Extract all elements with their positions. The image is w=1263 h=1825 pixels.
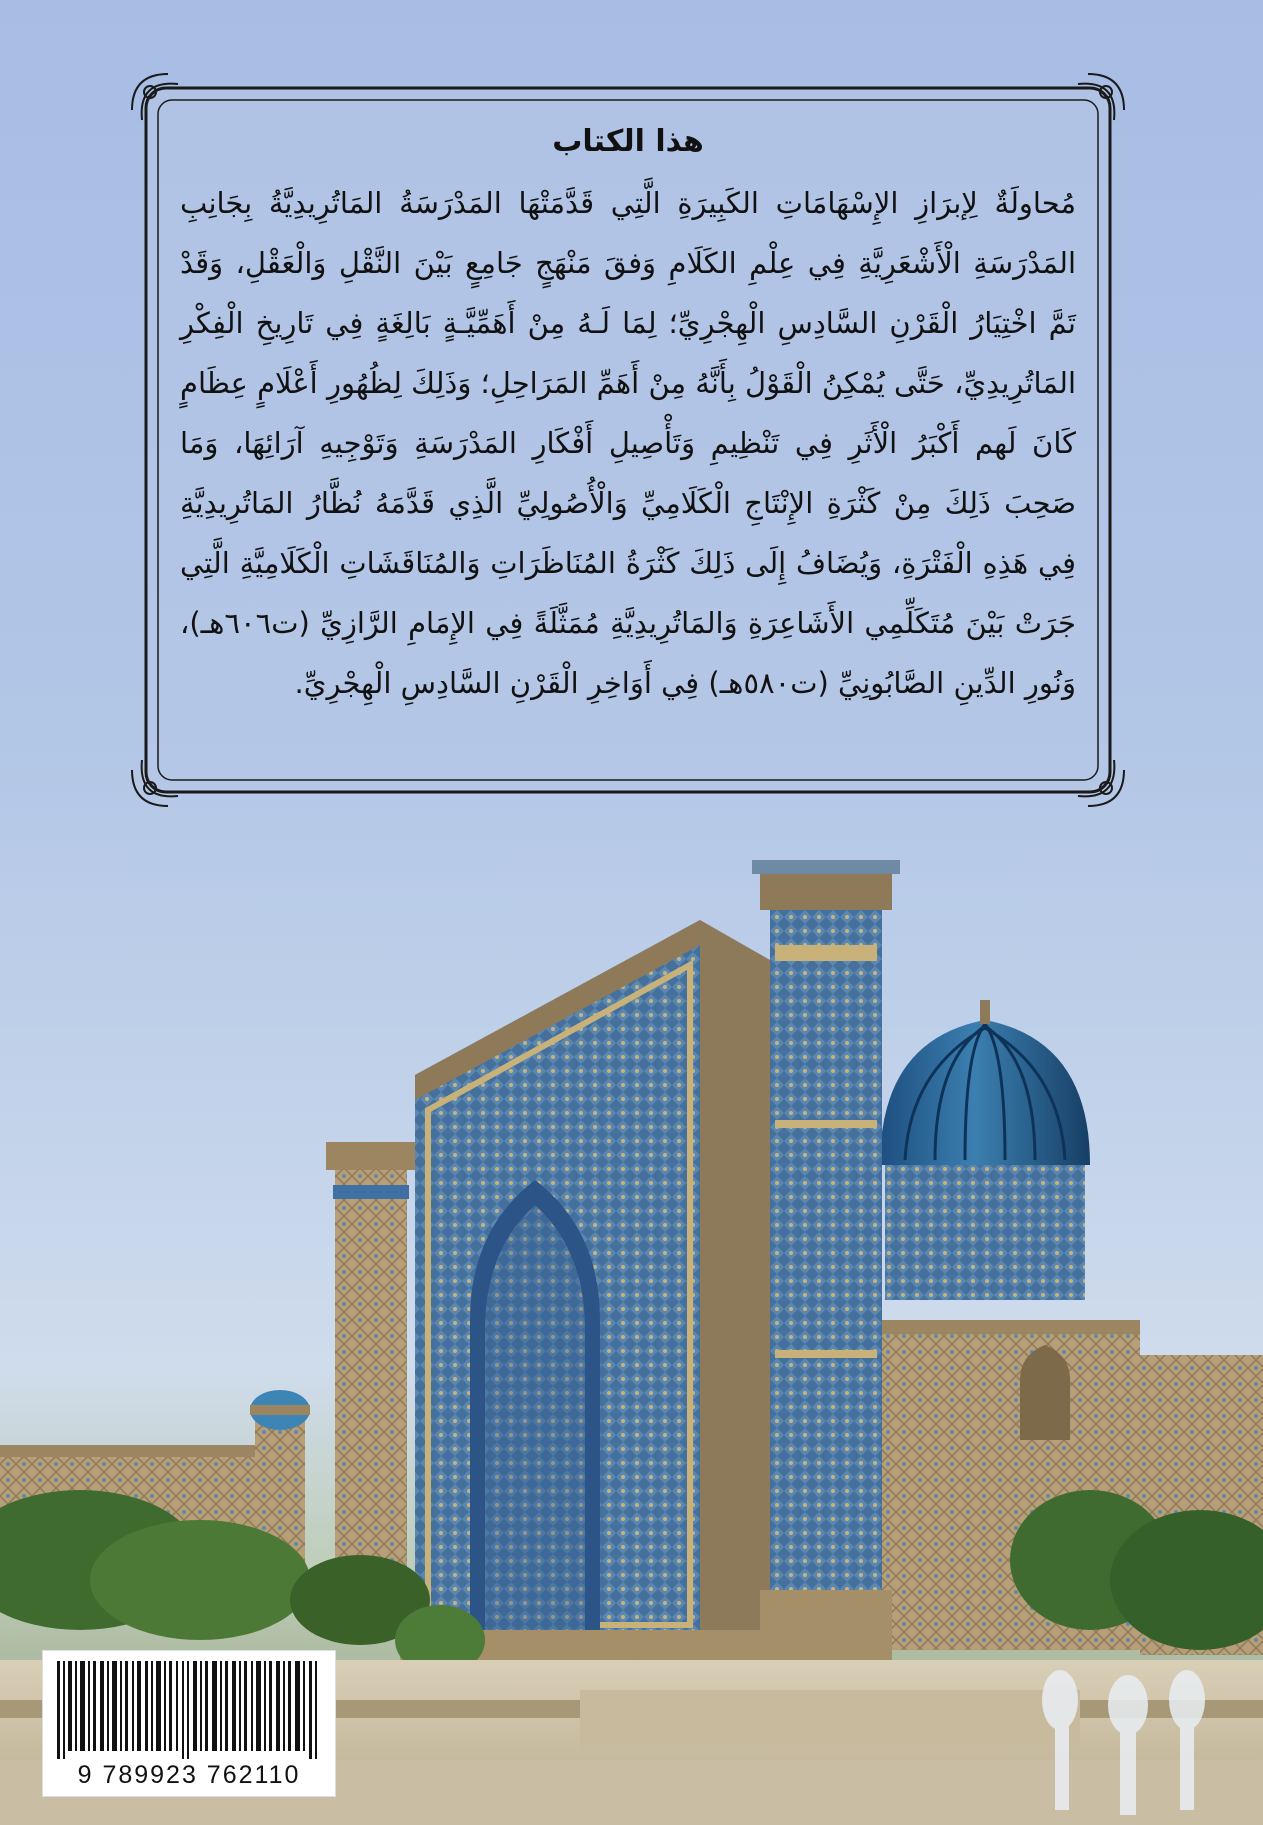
- cover-paragraph: مُحاولَةٌ لِإبرَازِ الإِسْهَامَاتِ الكَبِيرَةِ الَّتِي قَدَّمَتْهَا المَدْرَسَةُ المَاتُرِيدِيَّةُ بِجَانِبِ المَدْرَسَةِ الْأَشْعَرِيَّةِ فِي عِلْمِ الكَلَامِ وَفقَ مَنْهَجٍ جَامِعٍ بَيْنَ النَّقْلِ وَالْعَقْلِ، وَقَدْ تَمَّ اخْتِيَارُ الْقَرْنِ السَّادِسِ الْهِجْرِيِّ؛ لِمَا لَـهُ مِنْ أَهَمِّيَّـةٍ بَالِغَةٍ فِي تَارِيخِ الْفِكْرِ المَاتُرِيدِيِّ، حَتَّى يُمْكِنُ الْقَوْلُ بِأَنَّهُ مِنْ أَهَمِّ المَرَاحِلِ؛ وَذَلِكَ لِظُهُورِ أَعْلَامٍ عِظَامٍ كَانَ لَهم أَكْبَرُ الْأَثَرِ فِي تَنْظِيمِ وَتَأْصِيلِ أَفْكَارِ المَدْرَسَةِ وَتَوْجِيهِ آرَائِهَا، وَمَا صَحِبَ ذَلِكَ مِنْ كَثْرَةِ الإِنْتَاجِ الْكَلَامِيِّ وَالْأُصُولِيِّ الَّذِي قَدَّمَهُ نُظَّارُ المَاتُرِيدِيَّةِ فِي هَذِهِ الْفَتْرَةِ، وَيُضَافُ إِلَى ذَلِكَ كَثْرَةُ المُنَاظَرَاتِ وَالمُنَاقَشَاتِ الْكَلَامِيَّةِ الَّتِي جَرَتْ بَيْنَ مُتَكَلِّمِي الأَشَاعِرَةِ وَالمَاتُرِيدِيَّةِ مُمَثَّلَةً فِي الإِمَامِ الرَّازِيِّ (ت٦٠٦هـ)، وَنُورِ الدِّينِ الصَّابُونِيِّ (ت٥٨٠هـ) فِي أَوَاخِرِ الْقَرْنِ السَّادِسِ الْهِجْرِيِّ.: [180, 186, 1076, 700]
- text-frame: [128, 70, 1128, 810]
- back-cover-text: [180, 106, 1076, 776]
- barcode-bars: [55, 1661, 323, 1759]
- isbn-barcode: [42, 1650, 336, 1797]
- isbn-number: 9 789923 762110: [77, 1761, 301, 1789]
- cover-heading: هذا الكتاب: [552, 124, 704, 159]
